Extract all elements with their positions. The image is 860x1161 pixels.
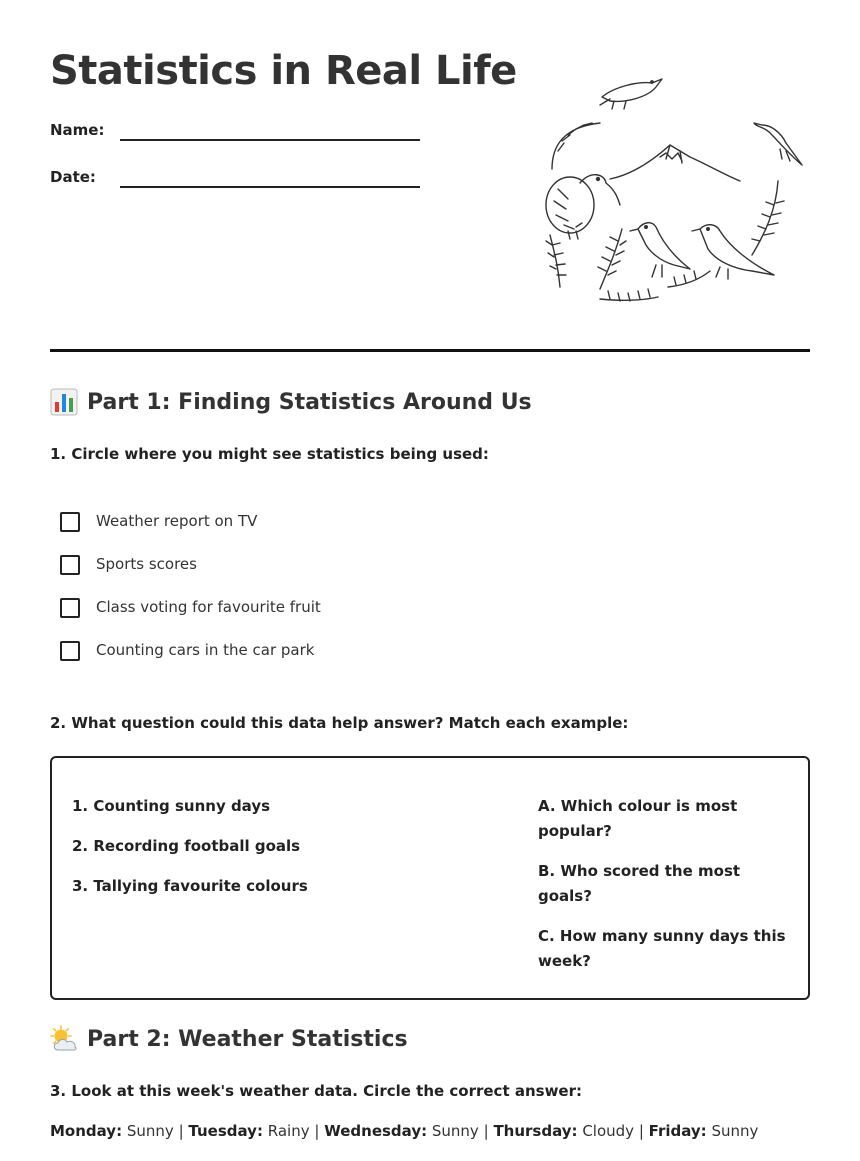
checkbox[interactable]: [60, 512, 80, 532]
kiwi-bird-icon: [546, 175, 620, 239]
list-item[interactable]: [60, 510, 660, 553]
checkbox[interactable]: [60, 598, 80, 618]
perching-bird-right-icon: [692, 225, 774, 279]
separator: |: [178, 1122, 184, 1140]
example-item[interactable]: 2. Recording football goals: [72, 837, 301, 855]
checkbox[interactable]: [60, 555, 80, 575]
part2-heading-text: Part 2: Weather Statistics: [87, 1026, 408, 1052]
fern-frond-icon: [552, 123, 600, 169]
name-field[interactable]: [50, 121, 120, 139]
matching-box: [50, 756, 810, 1000]
day-label: Thursday:: [493, 1122, 578, 1140]
option-label: Sports scores: [96, 555, 197, 573]
page-title: Statistics in Real Life: [50, 48, 517, 94]
weather-value[interactable]: Sunny: [431, 1122, 479, 1140]
fern-cluster-icon: [546, 229, 658, 301]
answer-item[interactable]: A. Which colour is most popular?: [538, 797, 738, 840]
name-answer-line[interactable]: [120, 139, 420, 141]
weather-value[interactable]: Cloudy: [582, 1122, 635, 1140]
separator: |: [314, 1122, 320, 1140]
question-3: 3. Look at this week's weather data. Circle the correct answer:: [50, 1082, 582, 1100]
example-item[interactable]: 1. Counting sunny days: [72, 797, 271, 815]
list-item[interactable]: [60, 596, 660, 639]
statistics-checklist: [60, 510, 660, 682]
answer-item[interactable]: C. How many sunny days this week?: [538, 927, 786, 970]
date-answer-line[interactable]: [120, 186, 420, 188]
day-label: Wednesday:: [324, 1122, 428, 1140]
section-divider: [50, 349, 810, 352]
part1-heading: [50, 388, 532, 416]
part1-heading-text: Part 1: Finding Statistics Around Us: [87, 389, 532, 415]
weather-data-line: [50, 1122, 758, 1140]
list-item[interactable]: [60, 639, 660, 682]
perching-bird-left-icon: [630, 223, 690, 277]
answers-column: [538, 794, 798, 989]
day-label: Tuesday:: [188, 1122, 263, 1140]
bar-chart-icon: [50, 388, 78, 416]
weather-value[interactable]: Sunny: [711, 1122, 759, 1140]
nz-birds-illustration: [540, 65, 805, 325]
worksheet-page: [50, 0, 810, 1161]
question-2: 2. What question could this data help answer? Match each example:: [50, 714, 629, 732]
example-item[interactable]: 3. Tallying favourite colours: [72, 877, 308, 895]
option-label: Weather report on TV: [96, 512, 258, 530]
separator: |: [483, 1122, 489, 1140]
small-bird-right-icon: [754, 123, 802, 165]
list-item[interactable]: [60, 553, 660, 596]
weather-value[interactable]: Rainy: [267, 1122, 310, 1140]
day-label: Friday:: [648, 1122, 707, 1140]
question-1: 1. Circle where you might see statistics being used:: [50, 445, 489, 463]
answer-item[interactable]: B. Who scored the most goals?: [538, 862, 741, 905]
tui-bird-top-icon: [600, 79, 662, 109]
option-label: Counting cars in the car park: [96, 641, 315, 659]
separator: |: [638, 1122, 644, 1140]
date-field[interactable]: [50, 168, 120, 186]
name-label: Name:: [50, 121, 105, 139]
option-label: Class voting for favourite fruit: [96, 598, 321, 616]
checkbox[interactable]: [60, 641, 80, 661]
date-label: Date:: [50, 168, 96, 186]
mountain-icon: [610, 145, 740, 181]
examples-column: [72, 794, 472, 914]
weather-value[interactable]: Sunny: [126, 1122, 174, 1140]
day-label: Monday:: [50, 1122, 123, 1140]
part2-heading: [50, 1025, 408, 1053]
sun-behind-cloud-icon: [50, 1025, 78, 1053]
